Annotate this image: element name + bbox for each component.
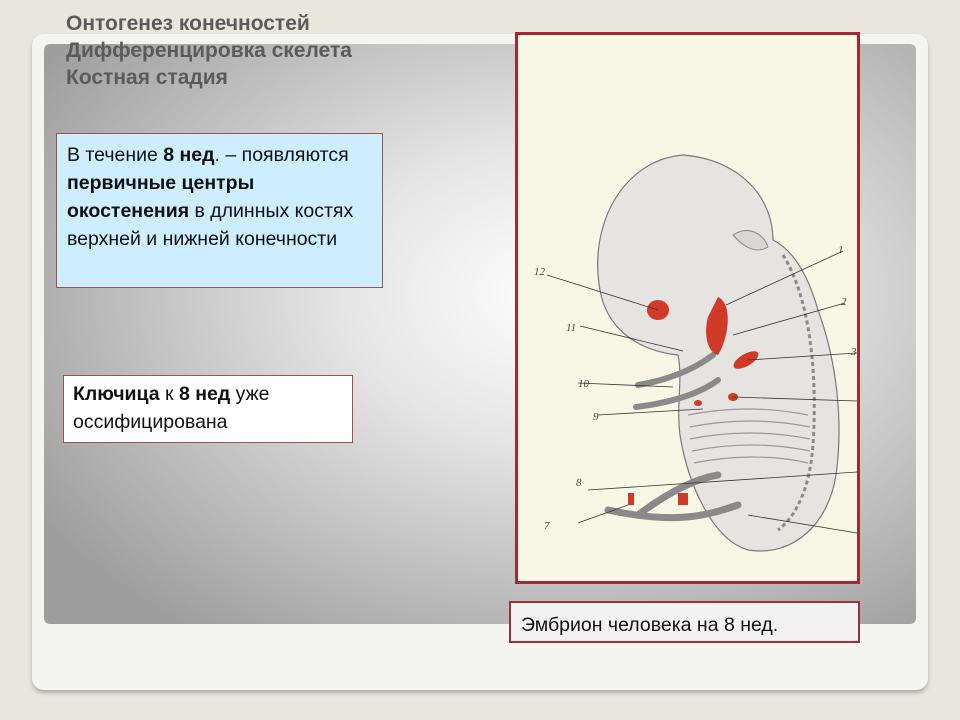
figure-label: 11: [566, 322, 577, 334]
figure-label: 3: [851, 346, 857, 358]
box-two-bold-1: Ключица: [73, 383, 160, 405]
title-line-3: Костная стадия: [66, 66, 228, 89]
ossification-forearm: [694, 400, 702, 406]
ossification-centers-box: [56, 133, 383, 288]
figure-label: 2: [841, 296, 847, 308]
box-one-bold-2: первичные центры окостенения: [67, 172, 255, 222]
figure-label: 10: [578, 378, 589, 390]
figure-label: 7: [544, 520, 550, 532]
figure-label: 12: [534, 266, 545, 278]
ossification-tibia: [628, 493, 634, 505]
clavicle-box: [63, 375, 353, 443]
box-one-bold-1: 8 нед: [163, 144, 215, 166]
box-two-bold-2: 8 нед: [178, 383, 231, 405]
embryo-illustration: [518, 35, 857, 581]
box-two-text-1: к: [159, 383, 179, 405]
embryo-figure: [515, 32, 860, 584]
box-one-text-1: В течение: [67, 144, 164, 166]
box-one-text-2: . – появляются: [214, 144, 349, 166]
figure-label: 8: [576, 477, 582, 489]
box-one-text-3: в длинных костях верхней и нижней конечности: [67, 200, 354, 250]
ossification-femur: [678, 493, 688, 505]
title-line-1: Онтогенез конечностей: [66, 12, 310, 35]
box-two-text-2: уже оссифицирована: [73, 383, 270, 433]
figure-caption: Эмбрион человека на 8 нед.: [509, 601, 860, 643]
title-line-2: Дифференцировка скелета: [66, 39, 352, 62]
slide-title: [66, 10, 352, 91]
figure-label: 1: [838, 244, 844, 256]
figure-label: 9: [593, 411, 599, 423]
